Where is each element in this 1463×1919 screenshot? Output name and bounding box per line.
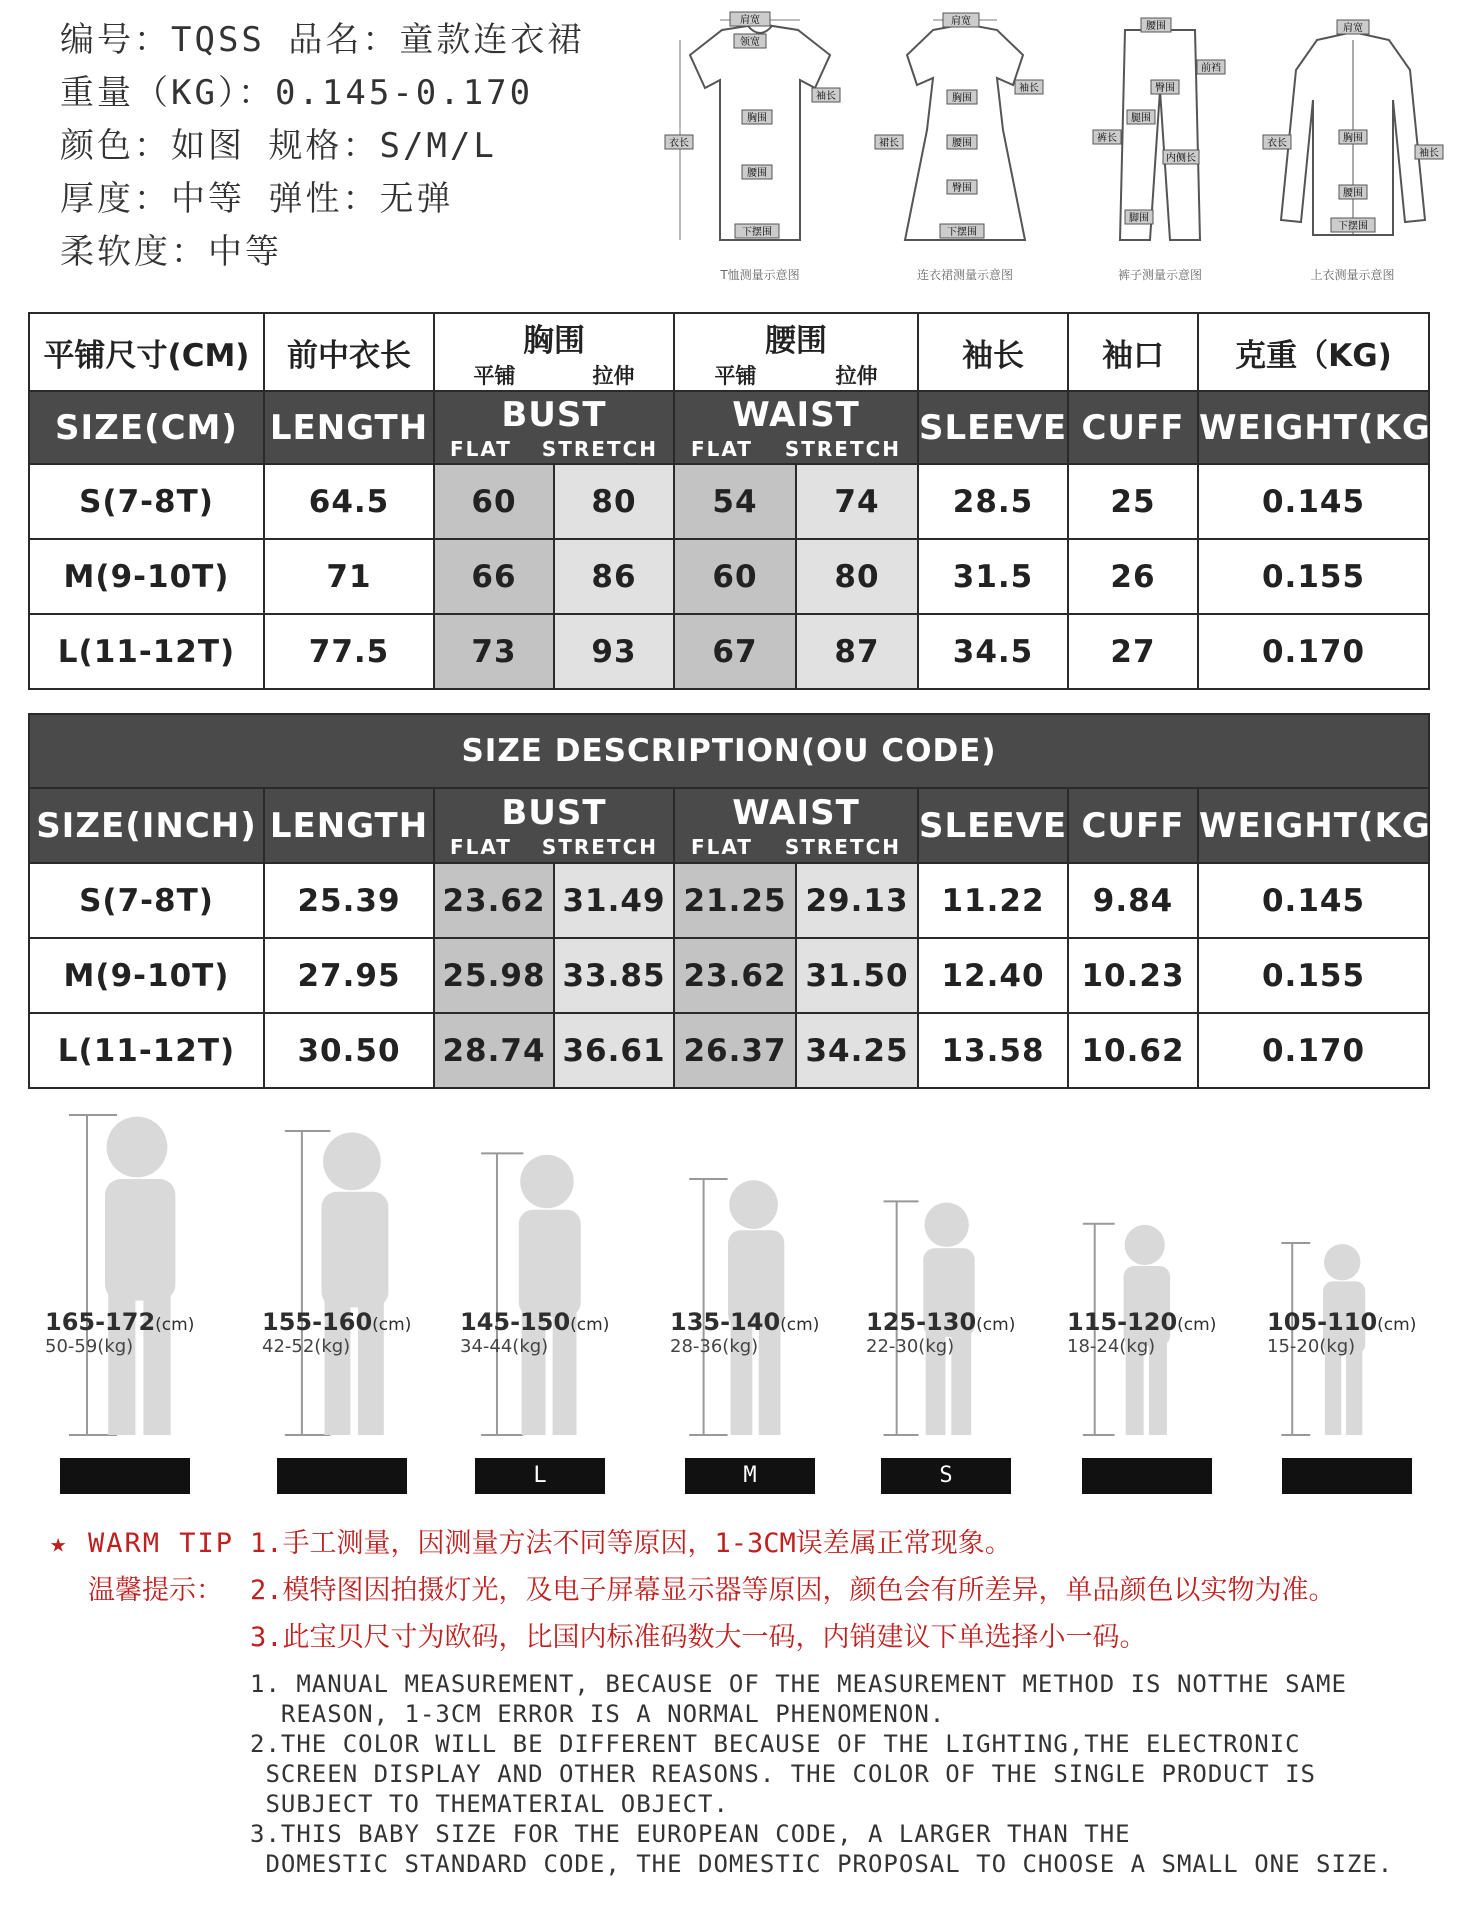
cuff-cell: 26 <box>1068 539 1198 614</box>
sleeve-cell: 12.40 <box>918 938 1068 1013</box>
weight-cell: 0.155 <box>1198 539 1429 614</box>
bust-stretch-cell: 31.49 <box>554 863 674 938</box>
sleeve-cell: 13.58 <box>918 1013 1068 1088</box>
kid-weight: 28-36(kg) <box>670 1336 759 1357</box>
col-bust-en <box>434 391 674 464</box>
size-cell: S(7-8T) <box>29 464 264 539</box>
diagram-label: 肩宽 <box>1343 23 1363 34</box>
bust-flat-cell: 66 <box>434 539 554 614</box>
kid-height-unit: (cm) <box>976 1315 1016 1335</box>
child-silhouette <box>105 1117 175 1435</box>
diagram-label: 衣长 <box>669 138 689 149</box>
sleeve-cell: 11.22 <box>918 863 1068 938</box>
kid-height <box>262 1308 411 1336</box>
bust-stretch-cell: 36.61 <box>554 1013 674 1088</box>
kid-size-item <box>1067 1090 1247 1510</box>
waist-flat-cell: 67 <box>674 614 796 689</box>
inch-table-title: SIZE DESCRIPTION(OU CODE) <box>29 714 1429 788</box>
weight-cell: 0.145 <box>1198 464 1429 539</box>
bust-stretch-cell: 80 <box>554 464 674 539</box>
col-length-en: LENGTH <box>264 788 434 863</box>
size-bar <box>60 1458 190 1494</box>
diagram-label: 脚围 <box>1129 213 1149 224</box>
pants-diagram <box>1065 10 1255 285</box>
diagram-label: 袖长 <box>1019 83 1039 94</box>
waist-flat-cell: 21.25 <box>674 863 796 938</box>
dress-diagram <box>865 10 1065 285</box>
info-line: 重量（KG）：0.145-0.170 <box>60 73 534 113</box>
bust-flat-cell: 28.74 <box>434 1013 554 1088</box>
stretch-cn-label: 拉伸 <box>592 363 635 388</box>
col-waist-en <box>674 391 918 464</box>
waist-stretch-cell: 74 <box>796 464 918 539</box>
waist-cn-label: 腰围 <box>765 322 827 359</box>
size-bar <box>1282 1458 1412 1494</box>
length-cell: 71 <box>264 539 434 614</box>
diagram-label: 裤长 <box>1097 133 1117 144</box>
waist-flat-cell: 54 <box>674 464 796 539</box>
kid-height <box>45 1308 194 1336</box>
diagram-label: 胸围 <box>952 93 972 104</box>
diagram-label: 腰围 <box>1146 21 1166 32</box>
diagram-label: 裙长 <box>879 138 899 149</box>
info-line: 颜色：如图 规格：S/M/L <box>60 126 497 166</box>
kid-height-unit: (cm) <box>155 1315 195 1335</box>
size-bar: S <box>881 1458 1011 1494</box>
diagram-label: 腰围 <box>952 138 972 149</box>
kid-size-item <box>45 1090 225 1510</box>
col-length-cn: 前中衣长 <box>264 313 434 391</box>
kid-weight: 15-20(kg) <box>1267 1336 1356 1357</box>
tip-en-line: 2.THE COLOR WILL BE DIFFERENT BECAUSE OF THE LIGHTING,THE ELECTRONIC SCREEN DISPLAY AND OTHER REASONS. THE COLOR OF THE SINGLE PRODUCT IS SUBJECT TO THEMATERIAL OBJECT. <box>250 1730 1316 1818</box>
waist-en-label: WAIST <box>732 792 860 833</box>
sleeve-cell: 31.5 <box>918 539 1068 614</box>
diagram-label: 腿围 <box>1131 113 1151 124</box>
table-row <box>29 1013 1429 1088</box>
table-row <box>29 863 1429 938</box>
kid-size-item <box>866 1090 1046 1510</box>
flat-en-label: FLAT <box>690 834 753 859</box>
kid-size-item <box>262 1090 442 1510</box>
weight-cell: 0.155 <box>1198 938 1429 1013</box>
kid-height-unit: (cm) <box>780 1315 820 1335</box>
bust-flat-cell: 60 <box>434 464 554 539</box>
bust-cn-label: 胸围 <box>523 322 585 359</box>
diagram-caption: T恤测量示意图 <box>720 268 800 282</box>
flat-cn-label: 平铺 <box>714 363 757 388</box>
table-row <box>29 539 1429 614</box>
table-row <box>29 938 1429 1013</box>
kid-height-value: 125-130 <box>866 1308 977 1336</box>
diagram-label: 下摆围 <box>947 227 977 238</box>
waist-en-label: WAIST <box>732 394 860 435</box>
kid-weight: 18-24(kg) <box>1067 1336 1156 1357</box>
diagram-label: 前裆 <box>1201 63 1221 74</box>
kid-weight: 22-30(kg) <box>866 1336 955 1357</box>
diagram-label: 领宽 <box>740 37 760 48</box>
child-silhouette <box>519 1155 581 1435</box>
kid-height-value: 115-120 <box>1067 1308 1178 1336</box>
bust-stretch-cell: 86 <box>554 539 674 614</box>
tip-en-line: 3.THIS BABY SIZE FOR THE EUROPEAN CODE, A LARGER THAN THE DOMESTIC STANDARD CODE, THE DOMESTIC PROPOSAL TO CHOOSE A SMALL ONE SIZE. <box>250 1820 1394 1878</box>
stretch-en-label: STRETCH <box>541 834 659 859</box>
inch-size-table <box>28 713 1448 1089</box>
col-sleeve-en: SLEEVE <box>918 788 1068 863</box>
sleeve-cell: 34.5 <box>918 614 1068 689</box>
kid-height-unit: (cm) <box>1377 1315 1417 1335</box>
diagram-label: 衣长 <box>1267 138 1287 149</box>
col-waist-en <box>674 788 918 863</box>
bust-en-label: BUST <box>501 394 607 435</box>
size-bar <box>277 1458 407 1494</box>
stretch-en-label: STRETCH <box>784 834 902 859</box>
waist-flat-cell: 26.37 <box>674 1013 796 1088</box>
size-cell: S(7-8T) <box>29 863 264 938</box>
diagram-label: 臀围 <box>952 183 972 194</box>
kid-height <box>1067 1308 1216 1336</box>
waist-stretch-cell: 80 <box>796 539 918 614</box>
col-weight-cn: 克重（KG) <box>1198 313 1429 391</box>
info-line: 柔软度：中等 <box>60 232 282 272</box>
size-bar: L <box>475 1458 605 1494</box>
diagram-caption: 连衣裙测量示意图 <box>916 268 1013 282</box>
flat-en-label: FLAT <box>690 436 753 461</box>
diagram-label: 胸围 <box>1343 133 1363 144</box>
diagram-label: 肩宽 <box>951 16 971 27</box>
kid-height <box>1267 1308 1416 1336</box>
bust-en-label: BUST <box>501 792 607 833</box>
kid-height-value: 105-110 <box>1267 1308 1378 1336</box>
diagram-label: 袖长 <box>816 91 836 102</box>
length-cell: 25.39 <box>264 863 434 938</box>
col-size-en: SIZE(CM) <box>29 391 264 464</box>
col-size-en: SIZE(INCH) <box>29 788 264 863</box>
info-line: 编号：TQSS 品名：童款连衣裙 <box>60 20 585 60</box>
kid-weight: 34-44(kg) <box>460 1336 549 1357</box>
size-cell: M(9-10T) <box>29 938 264 1013</box>
waist-stretch-cell: 87 <box>796 614 918 689</box>
size-bar: M <box>685 1458 815 1494</box>
diagram-label: 臀围 <box>1155 83 1175 94</box>
size-cell: M(9-10T) <box>29 539 264 614</box>
diagram-label: 胸围 <box>747 113 767 124</box>
star-icon: ★ <box>50 1528 67 1559</box>
waist-stretch-cell: 34.25 <box>796 1013 918 1088</box>
kid-height-unit: (cm) <box>372 1315 412 1335</box>
stretch-en-label: STRETCH <box>541 436 659 461</box>
kid-height-value: 135-140 <box>670 1308 781 1336</box>
kid-height-unit: (cm) <box>1177 1315 1217 1335</box>
cuff-cell: 25 <box>1068 464 1198 539</box>
col-cuff-en: CUFF <box>1068 391 1198 464</box>
diagram-label: 内侧长 <box>1166 153 1196 164</box>
kid-weight: 42-52(kg) <box>262 1336 351 1357</box>
size-cell: L(11-12T) <box>29 614 264 689</box>
child-silhouette <box>322 1133 389 1435</box>
weight-cell: 0.170 <box>1198 614 1429 689</box>
diagram-caption: 上衣测量示意图 <box>1310 268 1395 282</box>
length-cell: 30.50 <box>264 1013 434 1088</box>
stretch-en-label: STRETCH <box>784 436 902 461</box>
size-cell: L(11-12T) <box>29 1013 264 1088</box>
diagram-label: 下摆围 <box>1338 221 1368 232</box>
cuff-cell: 10.62 <box>1068 1013 1198 1088</box>
cuff-cell: 27 <box>1068 614 1198 689</box>
weight-cell: 0.170 <box>1198 1013 1429 1088</box>
height-weight-guide <box>0 1090 1463 1510</box>
kid-height <box>866 1308 1015 1336</box>
waist-stretch-cell: 29.13 <box>796 863 918 938</box>
waist-flat-cell: 60 <box>674 539 796 614</box>
bust-flat-cell: 23.62 <box>434 863 554 938</box>
tshirt-diagram <box>660 10 860 285</box>
length-cell: 77.5 <box>264 614 434 689</box>
flat-cn-label: 平铺 <box>473 363 516 388</box>
weight-cell: 0.145 <box>1198 863 1429 938</box>
stretch-cn-label: 拉伸 <box>835 363 878 388</box>
col-cuff-en: CUFF <box>1068 788 1198 863</box>
length-cell: 64.5 <box>264 464 434 539</box>
cuff-cell: 9.84 <box>1068 863 1198 938</box>
diagram-label: 下摆围 <box>742 227 772 238</box>
diagram-label: 腰围 <box>1343 188 1363 199</box>
measurement-diagrams <box>660 10 1450 285</box>
diagram-label: 袖长 <box>1419 148 1439 159</box>
kid-height-value: 165-172 <box>45 1308 156 1336</box>
flat-en-label: FLAT <box>449 436 512 461</box>
shirt-diagram <box>1255 10 1450 285</box>
waist-flat-cell: 23.62 <box>674 938 796 1013</box>
kid-weight: 50-59(kg) <box>45 1336 134 1357</box>
kid-size-item <box>670 1090 850 1510</box>
col-sleeve-cn: 袖长 <box>918 313 1068 391</box>
kid-size-item <box>1267 1090 1447 1510</box>
warm-tips <box>50 1520 1450 1879</box>
col-cuff-cn: 袖口 <box>1068 313 1198 391</box>
sleeve-cell: 28.5 <box>918 464 1068 539</box>
diagram-caption: 裤子测量示意图 <box>1117 268 1202 282</box>
kid-height <box>670 1308 819 1336</box>
cuff-cell: 10.23 <box>1068 938 1198 1013</box>
kid-height-value: 155-160 <box>262 1308 373 1336</box>
table-row <box>29 464 1429 539</box>
table-row <box>29 614 1429 689</box>
bust-stretch-cell: 93 <box>554 614 674 689</box>
kid-height-unit: (cm) <box>570 1315 610 1335</box>
col-bust-cn <box>434 313 674 391</box>
info-line: 厚度：中等 弹性：无弹 <box>60 179 454 219</box>
warm-tip-label: WARM TIP <box>88 1528 235 1559</box>
kid-height <box>460 1308 609 1336</box>
kid-height-value: 145-150 <box>460 1308 571 1336</box>
col-sleeve-en: SLEEVE <box>918 391 1068 464</box>
bust-flat-cell: 73 <box>434 614 554 689</box>
tip-cn-line: 1.手工测量，因测量方法不同等原因，1-3CM误差属正常现象。 <box>250 1528 1012 1559</box>
product-info <box>60 14 660 279</box>
tip-cn-line: 2.模特图因拍摄灯光，及电子屏幕显示器等原因，颜色会有所差异，单品颜色以实物为准。 <box>250 1575 1336 1606</box>
col-bust-en <box>434 788 674 863</box>
tip-en-line: 1. MANUAL MEASUREMENT, BECAUSE OF THE MEASUREMENT METHOD IS NOTTHE SAME REASON, 1-3CM ERROR IS A NORMAL PHENOMENON. <box>250 1670 1347 1728</box>
flat-en-label: FLAT <box>449 834 512 859</box>
kid-size-item <box>460 1090 640 1510</box>
cm-size-table <box>28 312 1448 690</box>
col-size-cn: 平铺尺寸(CM) <box>29 313 264 391</box>
length-cell: 27.95 <box>264 938 434 1013</box>
tip-cn-line: 3.此宝贝尺寸为欧码，比国内标准码数大一码，内销建议下单选择小一码。 <box>250 1622 1147 1653</box>
col-waist-cn <box>674 313 918 391</box>
diagram-label: 腰围 <box>747 168 767 179</box>
bust-stretch-cell: 33.85 <box>554 938 674 1013</box>
col-weight-en: WEIGHT(KG) <box>1198 391 1429 464</box>
col-length-en: LENGTH <box>264 391 434 464</box>
diagram-label: 肩宽 <box>740 15 760 26</box>
bust-flat-cell: 25.98 <box>434 938 554 1013</box>
warm-tip-cn-label: 温馨提示： <box>88 1575 223 1606</box>
size-bar <box>1082 1458 1212 1494</box>
waist-stretch-cell: 31.50 <box>796 938 918 1013</box>
col-weight-en: WEIGHT(KG) <box>1198 788 1429 863</box>
